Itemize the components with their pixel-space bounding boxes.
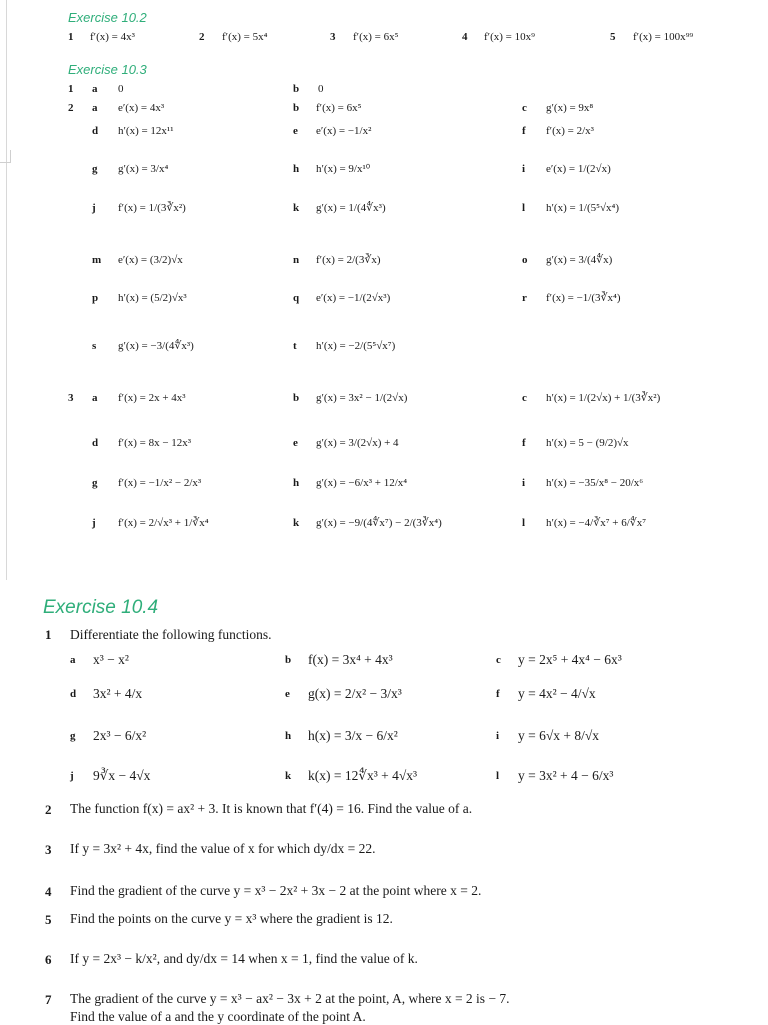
ex103-q2-e-answer: e′(x) = −1/x² — [316, 125, 372, 137]
ex103-q1-b-label: b — [293, 83, 300, 95]
page-margin-line — [0, 0, 7, 580]
ex104-q3-num: 3 — [45, 842, 52, 857]
ex102-num-3: 3 — [330, 31, 336, 43]
exercise-10-3-heading: Exercise 10.3 — [68, 62, 147, 77]
ex103-q2-k-answer: g′(x) = 1/(4∜x³) — [316, 202, 386, 214]
ex103-q2-f-answer: f′(x) = 2/x³ — [546, 125, 594, 137]
ex103-q2-c-answer: g′(x) = 9x⁸ — [546, 102, 594, 114]
ex103-q2-p-label: p — [92, 292, 99, 304]
ex103-q2-n-label: n — [293, 254, 300, 266]
ex103-q2-b-answer: f′(x) = 6x⁵ — [316, 102, 362, 114]
ex102-answer-3: f′(x) = 6x⁵ — [353, 31, 399, 43]
ex103-q2-m-label: m — [92, 254, 102, 266]
ex104-q1-h-expr: h(x) = 3/x − 6/x² — [308, 728, 398, 743]
ex104-q4-text: Find the gradient of the curve y = x³ − 2x² + 3x − 2 at the point where x = 2. — [70, 883, 482, 898]
ex103-q3-c-answer: h′(x) = 1/(2√x) + 1/(3∛x²) — [546, 392, 661, 404]
ex104-q4-num: 4 — [45, 884, 52, 899]
ex104-q1-d-expr: 3x² + 4/x — [93, 686, 143, 701]
ex104-q1-g-label: g — [70, 730, 76, 742]
ex103-q2-t-answer: h′(x) = −2/(5⁵√x⁷) — [316, 340, 396, 352]
ex104-q1-l-expr: y = 3x² + 4 − 6/x³ — [518, 768, 614, 783]
ex103-q2-m-answer: e′(x) = (3/2)√x — [118, 254, 183, 266]
ex104-q1-a-expr: x³ − x² — [93, 652, 129, 667]
ex103-q3-j-answer: f′(x) = 2/√x³ + 1/∛x⁴ — [118, 517, 209, 529]
ex104-q1-h-label: h — [285, 730, 292, 742]
ex103-q2-o-answer: g′(x) = 3/(4∜x) — [546, 254, 613, 266]
ex103-q2-num: 2 — [68, 102, 74, 114]
ex103-q3-k-answer: g′(x) = −9/(4∜x⁷) − 2/(3∛x⁴) — [316, 517, 442, 529]
ex103-q2-j-answer: f′(x) = 1/(3∛x²) — [118, 202, 186, 214]
ex103-q2-f-label: f — [522, 125, 526, 137]
ex104-q1-l-label: l — [496, 770, 500, 782]
ex103-q2-l-answer: h′(x) = 1/(5⁵√x⁴) — [546, 202, 620, 214]
ex103-q3-a-answer: f′(x) = 2x + 4x³ — [118, 392, 186, 404]
ex104-q1-a-label: a — [70, 654, 76, 666]
ex103-q2-g-label: g — [92, 163, 98, 175]
ex103-q3-b-label: b — [293, 392, 300, 404]
page-edge-notch — [0, 150, 11, 163]
ex104-q1-f-label: f — [496, 688, 500, 700]
ex104-q1-d-label: d — [70, 688, 77, 700]
ex104-q1-e-expr: g(x) = 2/x² − 3/x³ — [308, 686, 402, 701]
ex103-q2-b-label: b — [293, 102, 300, 114]
ex104-q7-num: 7 — [45, 992, 52, 1007]
ex103-q2-h-label: h — [293, 163, 300, 175]
ex103-q2-t-label: t — [293, 340, 297, 352]
ex103-q3-j-label: j — [92, 517, 96, 529]
ex104-q1-b-label: b — [285, 654, 292, 666]
ex103-q3-f-label: f — [522, 437, 526, 449]
ex103-q2-r-label: r — [522, 292, 527, 304]
ex104-q7-text: The gradient of the curve y = x³ − ax² − 3x + 2 at the point, A, where x = 2 is − 7. — [70, 991, 510, 1006]
ex102-answer-5: f′(x) = 100x⁹⁹ — [633, 31, 694, 43]
ex103-q3-g-answer: f′(x) = −1/x² − 2/x³ — [118, 477, 202, 489]
ex103-q3-c-label: c — [522, 392, 527, 404]
ex103-q3-e-answer: g′(x) = 3/(2√x) + 4 — [316, 437, 399, 449]
ex104-q1-instruction: Differentiate the following functions. — [70, 627, 272, 642]
ex103-q3-a-label: a — [92, 392, 98, 404]
ex103-q2-j-label: j — [92, 202, 96, 214]
ex102-num-1: 1 — [68, 31, 74, 43]
ex104-q2-num: 2 — [45, 802, 52, 817]
exercise-10-4-heading: Exercise 10.4 — [43, 597, 159, 618]
ex104-q7-text-line2: Find the value of a and the y coordinate of the point A. — [70, 1009, 366, 1024]
ex103-q2-n-answer: f′(x) = 2/(3∛x) — [316, 254, 381, 266]
ex103-q2-p-answer: h′(x) = (5/2)√x³ — [118, 292, 187, 304]
ex103-q3-num: 3 — [68, 392, 74, 404]
ex103-q2-s-label: s — [92, 340, 97, 352]
ex103-q3-i-answer: h′(x) = −35/x⁸ − 20/x⁶ — [546, 477, 644, 489]
ex102-num-5: 5 — [610, 31, 616, 43]
ex104-q6-num: 6 — [45, 952, 52, 967]
ex103-q2-a-label: a — [92, 102, 98, 114]
ex103-q3-k-label: k — [293, 517, 300, 529]
ex102-answer-2: f′(x) = 5x⁴ — [222, 31, 268, 43]
ex103-q2-h-answer: h′(x) = 9/x¹⁰ — [316, 163, 371, 175]
ex104-q3-text: If y = 3x² + 4x, find the value of x for which dy/dx = 22. — [70, 841, 376, 856]
ex104-q1-c-expr: y = 2x⁵ + 4x⁴ − 6x³ — [518, 652, 622, 667]
ex104-q1-i-label: i — [496, 730, 500, 742]
ex104-q1-j-expr: 9∛x − 4√x — [93, 768, 151, 783]
ex103-q3-d-label: d — [92, 437, 99, 449]
ex104-q1-num: 1 — [45, 627, 52, 642]
ex103-q2-i-label: i — [522, 163, 526, 175]
ex103-q2-k-label: k — [293, 202, 300, 214]
ex103-q1-a-label: a — [92, 83, 98, 95]
ex103-q2-l-label: l — [522, 202, 526, 214]
ex104-q1-k-expr: k(x) = 12∜x³ + 4√x³ — [308, 768, 418, 783]
ex104-q5-num: 5 — [45, 912, 52, 927]
ex103-q2-s-answer: g′(x) = −3/(4∜x³) — [118, 340, 194, 352]
ex104-q1-i-expr: y = 6√x + 8/√x — [518, 728, 600, 743]
ex103-q2-q-label: q — [293, 292, 300, 304]
ex103-q3-g-label: g — [92, 477, 98, 489]
ex103-q1-b-answer: 0 — [318, 83, 324, 95]
ex103-q3-i-label: i — [522, 477, 526, 489]
ex103-q2-r-answer: f′(x) = −1/(3∛x⁴) — [546, 292, 621, 304]
ex103-q2-g-answer: g′(x) = 3/x⁴ — [118, 163, 169, 175]
ex103-q3-l-answer: h′(x) = −4/∛x⁷ + 6/∜x⁷ — [546, 517, 647, 529]
ex103-q2-i-answer: e′(x) = 1/(2√x) — [546, 163, 611, 175]
ex104-q1-g-expr: 2x³ − 6/x² — [93, 728, 147, 743]
ex103-q3-f-answer: h′(x) = 5 − (9/2)√x — [546, 437, 629, 449]
ex103-q1-a-answer: 0 — [118, 83, 124, 95]
ex103-q3-h-answer: g′(x) = −6/x³ + 12/x⁴ — [316, 477, 408, 489]
ex103-q2-d-answer: h′(x) = 12x¹¹ — [118, 125, 174, 137]
ex102-num-4: 4 — [462, 31, 468, 43]
ex103-q3-d-answer: f′(x) = 8x − 12x³ — [118, 437, 192, 449]
ex103-q2-e-label: e — [293, 125, 298, 137]
ex103-q2-d-label: d — [92, 125, 99, 137]
ex104-q5-text: Find the points on the curve y = x³ where the gradient is 12. — [70, 911, 393, 926]
ex104-q1-j-label: j — [70, 770, 74, 782]
exercise-10-2-heading: Exercise 10.2 — [68, 10, 147, 25]
ex103-q2-c-label: c — [522, 102, 527, 114]
ex103-q3-b-answer: g′(x) = 3x² − 1/(2√x) — [316, 392, 408, 404]
ex103-q2-a-answer: e′(x) = 4x³ — [118, 102, 165, 114]
ex103-q2-o-label: o — [522, 254, 528, 266]
ex103-q3-l-label: l — [522, 517, 526, 529]
ex104-q6-text: If y = 2x³ − k/x², and dy/dx = 14 when x = 1, find the value of k. — [70, 951, 418, 966]
ex103-q3-h-label: h — [293, 477, 300, 489]
ex104-q1-f-expr: y = 4x² − 4/√x — [518, 686, 596, 701]
ex103-q1-num: 1 — [68, 83, 74, 95]
ex103-q2-q-answer: e′(x) = −1/(2√x³) — [316, 292, 391, 304]
ex103-q3-e-label: e — [293, 437, 298, 449]
ex104-q1-e-label: e — [285, 688, 290, 700]
ex104-q1-c-label: c — [496, 654, 501, 666]
ex104-q2-text: The function f(x) = ax² + 3. It is known that f′(4) = 16. Find the value of a. — [70, 801, 473, 816]
ex104-q1-k-label: k — [285, 770, 292, 782]
ex104-q1-b-expr: f(x) = 3x⁴ + 4x³ — [308, 652, 393, 667]
ex102-answer-4: f′(x) = 10x⁹ — [484, 31, 535, 43]
ex102-answer-1: f′(x) = 4x³ — [90, 31, 135, 43]
ex102-num-2: 2 — [199, 31, 205, 43]
